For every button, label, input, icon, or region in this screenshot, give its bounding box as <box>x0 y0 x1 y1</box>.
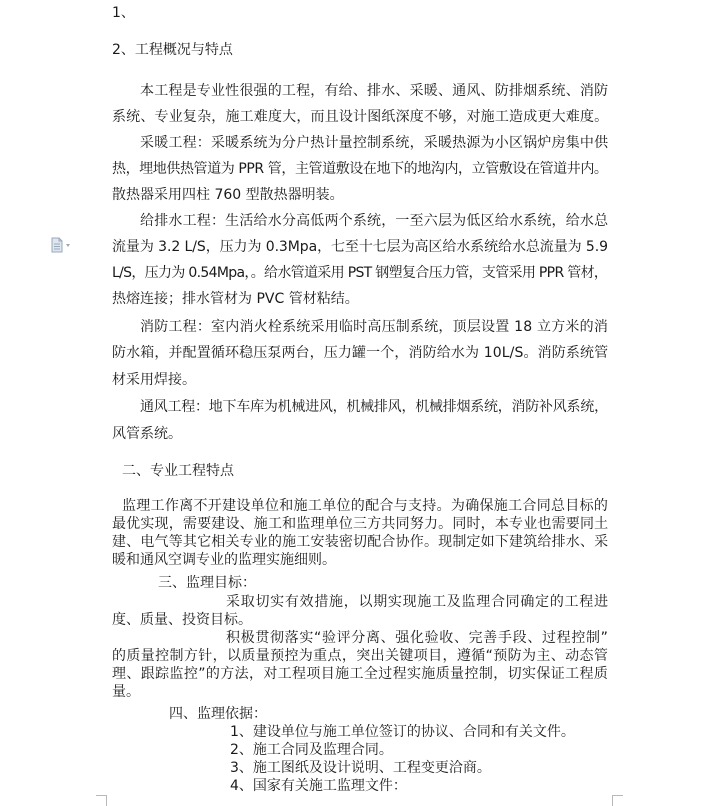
document-line: 三、监理目标： <box>158 575 256 591</box>
document-line: 1、建设单位与施工单位签订的协议、合同和有关文件。 <box>230 724 575 740</box>
document-line: 系统、专业复杂，施工难度大，而且设计图纸深度不够，对施工造成更大难度。 <box>112 109 609 125</box>
document-line: 暖和通风空调专业的监理实施细则。 <box>112 552 336 568</box>
document-line: 采暖工程：采暖系统为分户热计量控制系统，采暖热源为小区锅炉房集中供 <box>140 135 609 151</box>
document-line: 1、 <box>112 5 135 21</box>
document-line: 的质量控制方针，以质量预控为重点，突出关键项目，遵循“预防为主、动态管 <box>112 648 609 664</box>
document-line: 量。 <box>112 684 140 700</box>
document-line: 建、电气等其它相关专业的施工安装密切配合协作。现制定如下建筑给排水、采 <box>112 534 609 550</box>
document-line: 给排水工程：生活给水分高低两个系统，一至六层为低区给水系统，给水总 <box>140 213 609 229</box>
document-line: 防水箱，并配置循环稳压泵两台，压力罐一个，消防给水为 10L/S。消防系统管 <box>112 345 609 361</box>
document-line: 3、施工图纸及设计说明、工程变更洽商。 <box>230 760 491 776</box>
document-line: 2、工程概况与特点 <box>112 42 233 58</box>
document-icon[interactable] <box>50 237 72 253</box>
document-line: 最优实现，需要建设、施工和监理单位三方共同努力。同时，本专业也需要同土 <box>112 516 609 532</box>
document-line: 流量为 3.2 L/S，压力为 0.3Mpa，七至十七层为高区给水系统给水总流量为 5.9 <box>112 239 608 255</box>
document-line: 度、质量、投资目标。 <box>112 612 252 628</box>
document-line: 监理工作离不开建设单位和施工单位的配合与支持。为确保施工合同总目标的 <box>122 498 609 514</box>
document-line: L/S，压力为 0.54Mpa，。给水管道采用 PST 钢塑复合压力管，支管采用 PPR 管材， <box>112 265 608 281</box>
document-line: 风管系统。 <box>112 426 182 442</box>
document-line: 二、专业工程特点 <box>122 463 234 479</box>
corner-mark-bottom-left <box>96 795 107 806</box>
document-line: 通风工程：地下车库为机械进风，机械排风，机械排烟系统，消防补风系统， <box>140 399 608 415</box>
document-line: 2、施工合同及监理合同。 <box>230 742 393 758</box>
document-line: 散热器采用四柱 760 型散热器明装。 <box>112 187 344 203</box>
corner-mark-bottom-right <box>612 795 623 806</box>
document-line: 4、国家有关施工监理文件： <box>230 778 407 794</box>
document-line: 本工程是专业性很强的工程，有给、排水、采暖、通风、防排烟系统、消防 <box>140 83 609 99</box>
document-line: 热，埋地供热管道为 PPR 管，主管道敷设在地下的地沟内，立管敷设在管道井内。 <box>112 161 608 177</box>
document-line: 采取切实有效措施，以期实现施工及监理合同确定的工程进 <box>226 594 609 610</box>
document-line: 材采用焊接。 <box>112 372 196 388</box>
document-line: 理、跟踪监控”的方法，对工程项目施工全过程实施质量控制，切实保证工程质 <box>112 666 609 682</box>
document-line: 热熔连接；排水管材为 PVC 管材粘结。 <box>112 291 359 307</box>
document-line: 消防工程：室内消火栓系统采用临时高压制系统，顶层设置 18 立方米的消 <box>140 319 609 335</box>
document-line: 积极贯彻落实“验评分离、强化验收、完善手段、过程控制” <box>226 630 609 646</box>
document-line: 四、监理依据： <box>169 706 267 722</box>
